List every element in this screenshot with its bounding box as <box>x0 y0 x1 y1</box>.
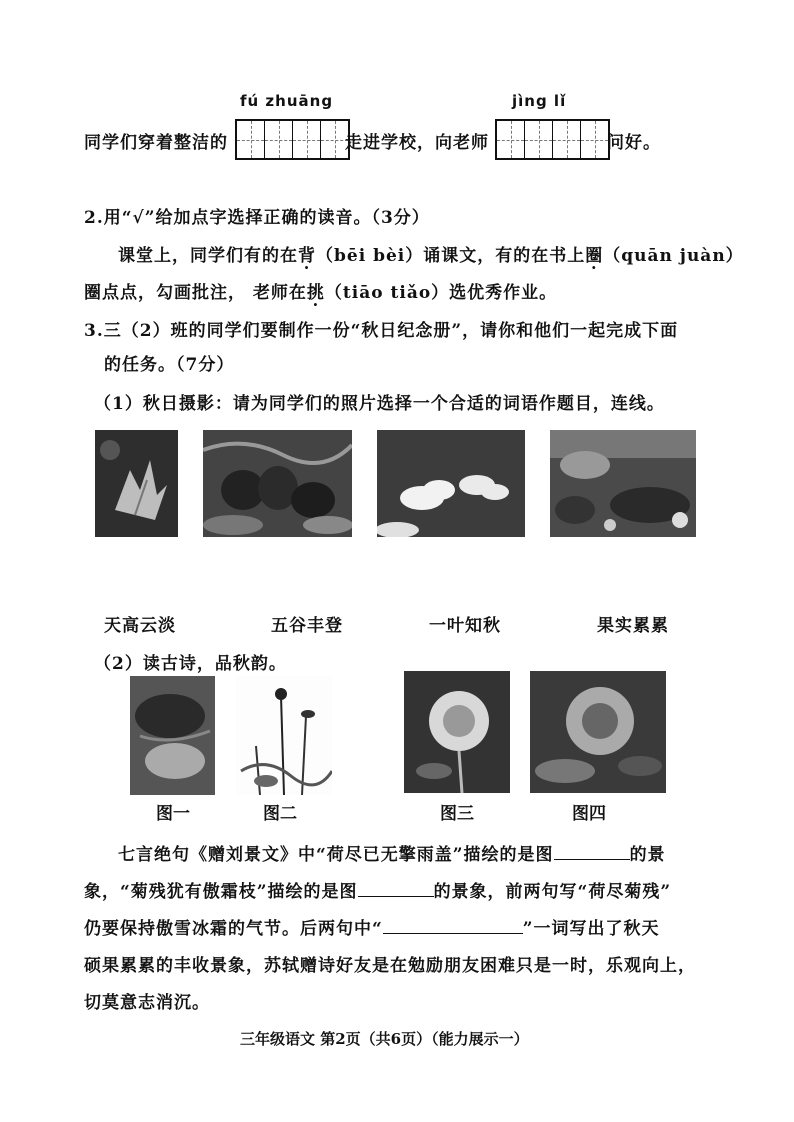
word-yiyezhiqiu[interactable]: 一叶知秋 <box>429 616 501 636</box>
q1-text-a: 同学们穿着整洁的 <box>84 133 228 153</box>
q2-l1b: （bēi bèi）诵课文，有的在书上 <box>316 246 586 266</box>
photo-harvest <box>550 430 696 537</box>
answer-grid-fuzhuang[interactable] <box>235 119 350 160</box>
dotted-char-tiao: 挑 <box>306 283 325 303</box>
caption-fig4: 图四 <box>572 804 606 824</box>
cloud-icon <box>377 430 525 537</box>
q3-sub1: （1）秋日摄影：请为同学们的照片选择一个合适的词语作题目，连线。 <box>94 394 665 414</box>
answer-grid-jingli[interactable] <box>495 119 610 160</box>
image-fig3-chrysanthemum <box>404 671 510 793</box>
withered-lotus-icon <box>236 676 332 795</box>
q2-l2a: 圈点点，勾画批注， 老师在 <box>84 283 307 303</box>
poem-line5: 切莫意志消沉。 <box>84 993 210 1013</box>
q3-title-line1: 3.三（2）班的同学们要制作一份“秋日纪念册”，请你和他们一起完成下面 <box>84 321 679 341</box>
word-guoshileilei[interactable]: 果实累累 <box>597 616 669 636</box>
answer-blank-2[interactable] <box>358 896 434 897</box>
grid-cell[interactable] <box>497 121 525 158</box>
page-footer: 三年级语文 第2页（共6页）（能力展示一） <box>240 1030 529 1048</box>
q3-title-line2: 的任务。（7分） <box>104 355 235 375</box>
word-tiangaoyundan[interactable]: 天高云淡 <box>104 616 176 636</box>
q1-text-c: 问好。 <box>607 133 661 153</box>
poem-line3 <box>84 914 660 939</box>
photo-fruits <box>203 430 352 537</box>
dotted-char-bei: 背 <box>298 246 316 266</box>
leaf-icon <box>95 430 178 537</box>
harvest-icon <box>550 430 696 537</box>
caption-fig3: 图三 <box>440 804 474 824</box>
grid-cell[interactable] <box>237 121 265 158</box>
q2-line2 <box>84 278 557 303</box>
answer-blank-1[interactable] <box>554 859 630 860</box>
grid-cell[interactable] <box>321 121 348 158</box>
poem-l2b: 的景象，前两句写“荷尽菊残” <box>433 882 672 902</box>
q3-sub2: （2）读古诗，品秋韵。 <box>94 654 287 674</box>
q1-text-b: 走进学校，向老师 <box>345 133 489 153</box>
poem-l2a: 象，“菊残犹有傲霜枝”描绘的是图 <box>84 882 358 902</box>
withered-chrysanthemum-icon <box>530 671 666 793</box>
grid-cell[interactable] <box>581 121 608 158</box>
q2-l1c: （quān juàn） <box>603 246 744 266</box>
q2-l1a: 课堂上，同学们有的在 <box>118 246 298 266</box>
q2-l2b: （tiāo tiǎo）选优秀作业。 <box>324 283 558 303</box>
q2-line1 <box>118 241 744 266</box>
image-fig2-withered-lotus <box>236 676 332 795</box>
word-wuguGengdeng[interactable]: 五谷丰登 <box>271 616 343 636</box>
fruit-icon <box>203 430 352 537</box>
photo-leaf <box>95 430 178 537</box>
poem-line1 <box>118 840 666 865</box>
grid-cell[interactable] <box>553 121 581 158</box>
caption-fig1: 图一 <box>156 804 190 824</box>
poem-l1a: 七言绝句《赠刘景文》中“荷尽已无擎雨盖”描绘的是图 <box>118 845 554 865</box>
photo-clouds <box>377 430 525 537</box>
poem-line4: 硕果累累的丰收景象，苏轼赠诗好友是在勉励朋友困难只是一时，乐观向上， <box>84 956 696 976</box>
grid-cell[interactable] <box>525 121 553 158</box>
grid-cell[interactable] <box>265 121 293 158</box>
poem-l3a: 仍要保持傲雪冰霜的气节。后两句中“ <box>84 919 383 939</box>
lotus-leaf-icon <box>130 676 215 795</box>
pinyin-jingli: jìng lǐ <box>512 92 567 110</box>
chrysanthemum-icon <box>404 671 510 793</box>
image-fig4-withered-chrysanthemum <box>530 671 666 793</box>
caption-fig2: 图二 <box>263 804 297 824</box>
poem-l3b: ”一词写出了秋天 <box>522 919 660 939</box>
poem-l1b: 的景 <box>629 845 666 865</box>
grid-cell[interactable] <box>293 121 321 158</box>
image-fig1-lotus-leaf <box>130 676 215 795</box>
poem-line2 <box>84 877 671 902</box>
q2-title: 2.用“√”给加点字选择正确的读音。（3分） <box>84 208 430 228</box>
answer-blank-3[interactable] <box>383 933 523 934</box>
dotted-char-quan: 圈 <box>585 246 604 266</box>
pinyin-fuzhuang: fú zhuāng <box>240 92 334 110</box>
